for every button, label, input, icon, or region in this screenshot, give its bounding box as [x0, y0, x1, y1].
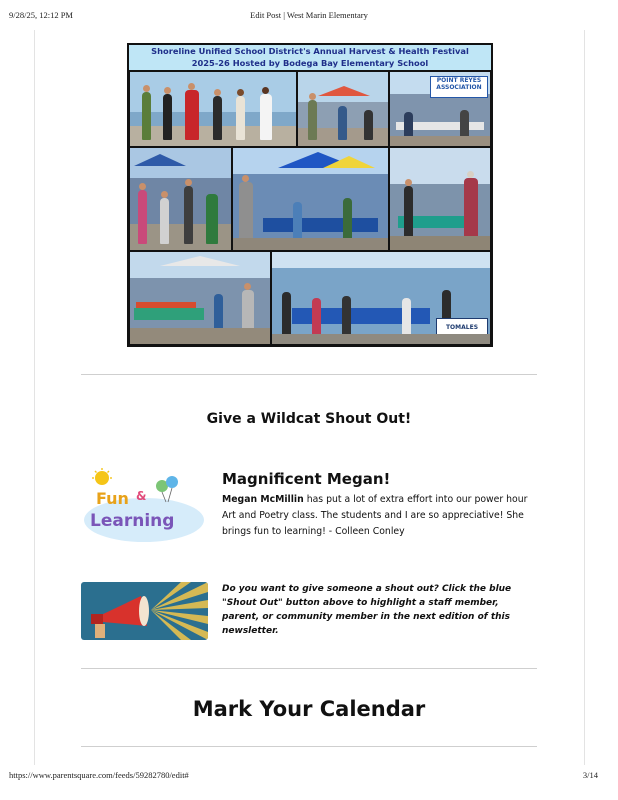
megaphone-image [81, 582, 208, 640]
divider-bottom [81, 746, 537, 747]
photo-families [129, 147, 232, 251]
photo-point-reyes-booth [389, 71, 491, 147]
photo-tomales-booth [271, 251, 491, 345]
photo-teal-table [389, 147, 491, 251]
collage-banner-line2: 2025-26 Hosted by Bodega Bay Elementary School [191, 57, 429, 68]
divider-top [81, 374, 537, 375]
print-page-number: 3/14 [582, 770, 598, 780]
collage-banner-line1: Shoreline Unified School District's Annual Harvest & Health Festival [151, 46, 469, 56]
print-page-title: Edit Post | West Marin Elementary [250, 10, 368, 20]
sign-tomales: TOMALES [445, 324, 479, 331]
fun-and-learning-logo [82, 468, 208, 544]
sign-point-reyes-line2: ASSOCIATION [436, 84, 482, 91]
sign-point-reyes-line1: POINT REYES [436, 77, 482, 84]
logo-text-ampersand: & [136, 489, 147, 503]
photo-produce-stand [129, 251, 271, 345]
shout-out-heading: Magnificent Megan! [222, 470, 391, 488]
photo-craft-tables [232, 147, 389, 251]
festival-photo-collage [127, 43, 493, 347]
logo-text-fun: Fun [96, 489, 129, 508]
print-datetime: 9/28/25, 12:12 PM [9, 10, 73, 20]
print-footer [0, 770, 618, 784]
photo-booth-crowd [297, 71, 389, 147]
shout-out-name: Megan McMillin [222, 494, 304, 505]
calendar-section-title: Mark Your Calendar [192, 697, 426, 721]
print-url: https://www.parentsquare.com/feeds/59282780/edit# [9, 770, 189, 780]
shout-out-text: has put a lot of extra effort into our power hour Art and Poetry class. The students and I are so appreciative! She brings fun to learning! - Colleen Conley [222, 494, 528, 537]
logo-text-learning: Learning [90, 511, 175, 531]
divider-middle [81, 668, 537, 669]
shout-out-body [222, 492, 538, 540]
shout-out-section-title: Give a Wildcat Shout Out! [206, 411, 412, 427]
print-header [0, 10, 618, 24]
shout-out-cta: Do you want to give someone a shout out? Click the blue "Shout Out" button above to highlight a staff member, parent, or community member in the next edition of this newsletter. [222, 584, 512, 636]
collage-banner [129, 45, 491, 71]
photo-group-portrait [129, 71, 297, 147]
